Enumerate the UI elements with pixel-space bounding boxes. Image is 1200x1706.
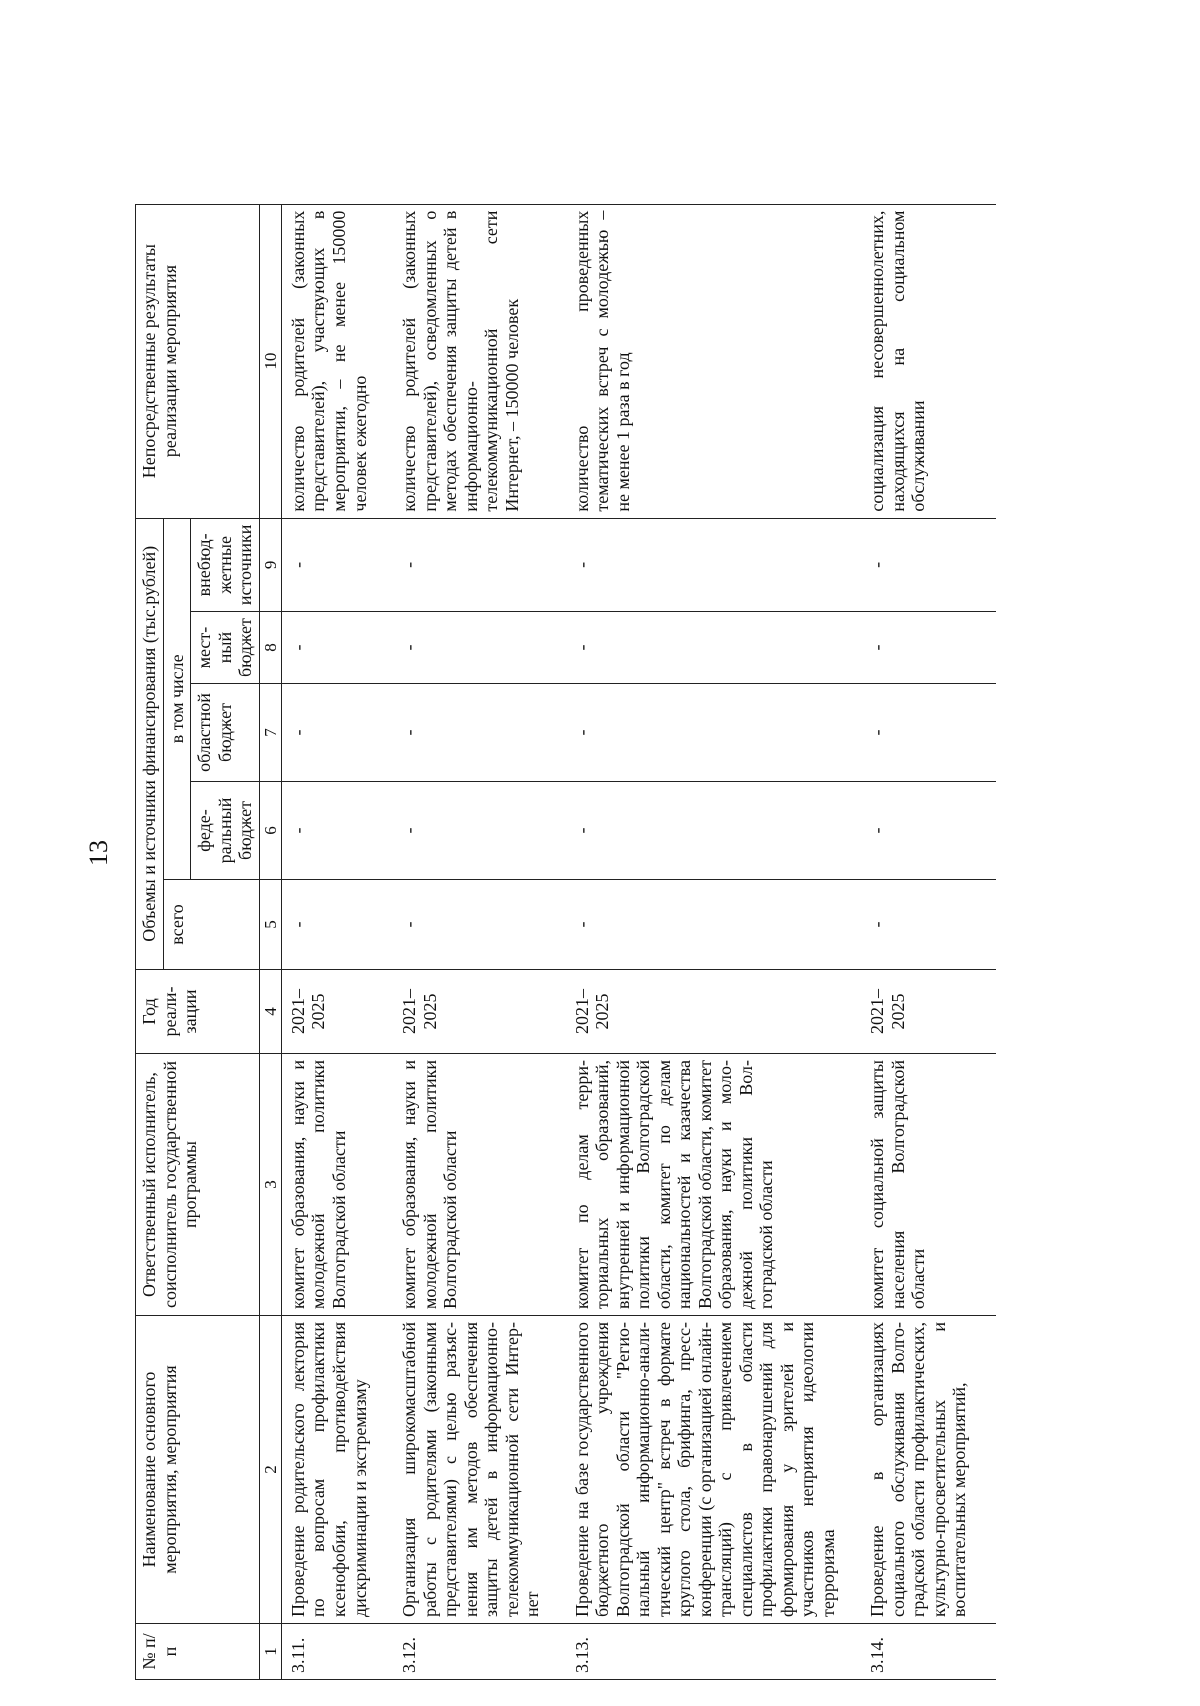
header-incl: в том числе [163, 518, 191, 879]
row-federal: - [281, 782, 396, 880]
table-row [281, 204, 396, 1679]
header-no: № п/п [136, 1624, 260, 1680]
row-local: - [396, 612, 569, 684]
row-no: 3.14. [864, 1624, 996, 1680]
row-no: 3.12. [396, 1624, 569, 1680]
column-number: 3 [259, 1054, 281, 1316]
table-row [396, 204, 569, 1679]
header-local: мест-ный бюджет [191, 612, 260, 684]
row-executor: комитет социальной защиты населения Волгоградской области [864, 1054, 996, 1316]
column-number: 10 [259, 204, 281, 518]
row-name: Организация широкомасштабной работы с родителями (законными представителями) с целью разъяснения им методов обеспечения защиты детей в информационно-телекоммуникационной сети Интернет [396, 1316, 569, 1624]
row-total: - [396, 880, 569, 970]
row-year: 2021–2025 [864, 970, 996, 1054]
row-local: - [864, 612, 996, 684]
row-regional: - [569, 684, 865, 782]
table-row [864, 204, 996, 1679]
column-number: 7 [259, 684, 281, 782]
column-number: 4 [259, 970, 281, 1054]
row-extra: - [569, 518, 865, 611]
program-measures-table [135, 204, 996, 1680]
row-regional: - [396, 684, 569, 782]
row-local: - [569, 612, 865, 684]
row-extra: - [864, 518, 996, 611]
row-executor: комитет образования, науки и молодежной политики Волгоградской области [281, 1054, 396, 1316]
row-regional: - [281, 684, 396, 782]
row-regional: - [864, 684, 996, 782]
row-local: - [281, 612, 396, 684]
header-extra: внебюд-жетные источники [191, 518, 260, 611]
column-number: 9 [259, 518, 281, 611]
row-result: социализация несовершеннолетних, находящихся на социальном обслуживании [864, 204, 996, 518]
row-result: количество родителей (законных представителей), участвующих в мероприятии, – не менее 150000 человек ежегодно [281, 204, 396, 518]
row-no: 3.11. [281, 1624, 396, 1680]
row-extra: - [281, 518, 396, 611]
table-row [569, 204, 865, 1679]
row-result: количество родителей (законных представителей), осведомленных о методах обеспечения защиты детей в информационно-телекоммуникационной сети Интернет, – 150000 человек [396, 204, 569, 518]
row-total: - [281, 880, 396, 970]
column-number: 1 [259, 1624, 281, 1680]
header-total: всего [163, 880, 259, 970]
row-federal: - [569, 782, 865, 880]
row-executor: комитет по делам территориальных образований, внутренней и информационной политики Волгоградской области, комитет по делам национальностей и казачества Волгоградской области, комитет образования, науки и молодежной политики Волгоградской области [569, 1054, 865, 1316]
header-name: Наименование основного мероприятия, мероприятия [136, 1316, 260, 1624]
row-federal: - [864, 782, 996, 880]
row-no: 3.13. [569, 1624, 865, 1680]
header-results: Непосредственные результаты реализации мероприятия [136, 204, 260, 518]
row-year: 2021–2025 [569, 970, 865, 1054]
column-number: 8 [259, 612, 281, 684]
row-name: Проведение родительского лектория по вопросам профилактики ксенофобии, противодействия дискриминации и экстремизму [281, 1316, 396, 1624]
row-name: Проведение на базе государственного бюджетного учреждения Волгоградской области "Региональный информационно-аналитический центр" встреч в формате круглого стола, брифинга, пресс-конференции (с организацией онлайн-трансляций) с привлечением специалистов в области профилактики правонарушений для формирования у зрителей и участников неприятия идеологии терроризма [569, 1316, 865, 1624]
column-number: 5 [259, 880, 281, 970]
row-result: количество проведенных тематических встреч с молодежью – не менее 1 раза в год [569, 204, 865, 518]
header-executor: Ответственный исполнитель, соисполнитель государственной программы [136, 1054, 260, 1316]
row-name: Проведение в организациях социального обслуживания Волгоградской области профилактических, культурно-просветительных и воспитательных мероприятий, [864, 1316, 996, 1624]
row-extra: - [396, 518, 569, 611]
column-number: 6 [259, 782, 281, 880]
row-total: - [864, 880, 996, 970]
header-regional: областной бюджет [191, 684, 260, 782]
page-number: 13 [84, 840, 113, 866]
row-year: 2021–2025 [396, 970, 569, 1054]
header-federal: феде-ральный бюджет [191, 782, 260, 880]
column-number-row [259, 204, 281, 1679]
row-federal: - [396, 782, 569, 880]
header-year: Год реали-зации [136, 970, 260, 1054]
row-executor: комитет образования, науки и молодежной политики Волгоградской области [396, 1054, 569, 1316]
column-number: 2 [259, 1316, 281, 1624]
header-funding-group: Объемы и источники финансирования (тыс.рублей) [136, 518, 164, 969]
row-total: - [569, 880, 865, 970]
row-year: 2021–2025 [281, 970, 396, 1054]
